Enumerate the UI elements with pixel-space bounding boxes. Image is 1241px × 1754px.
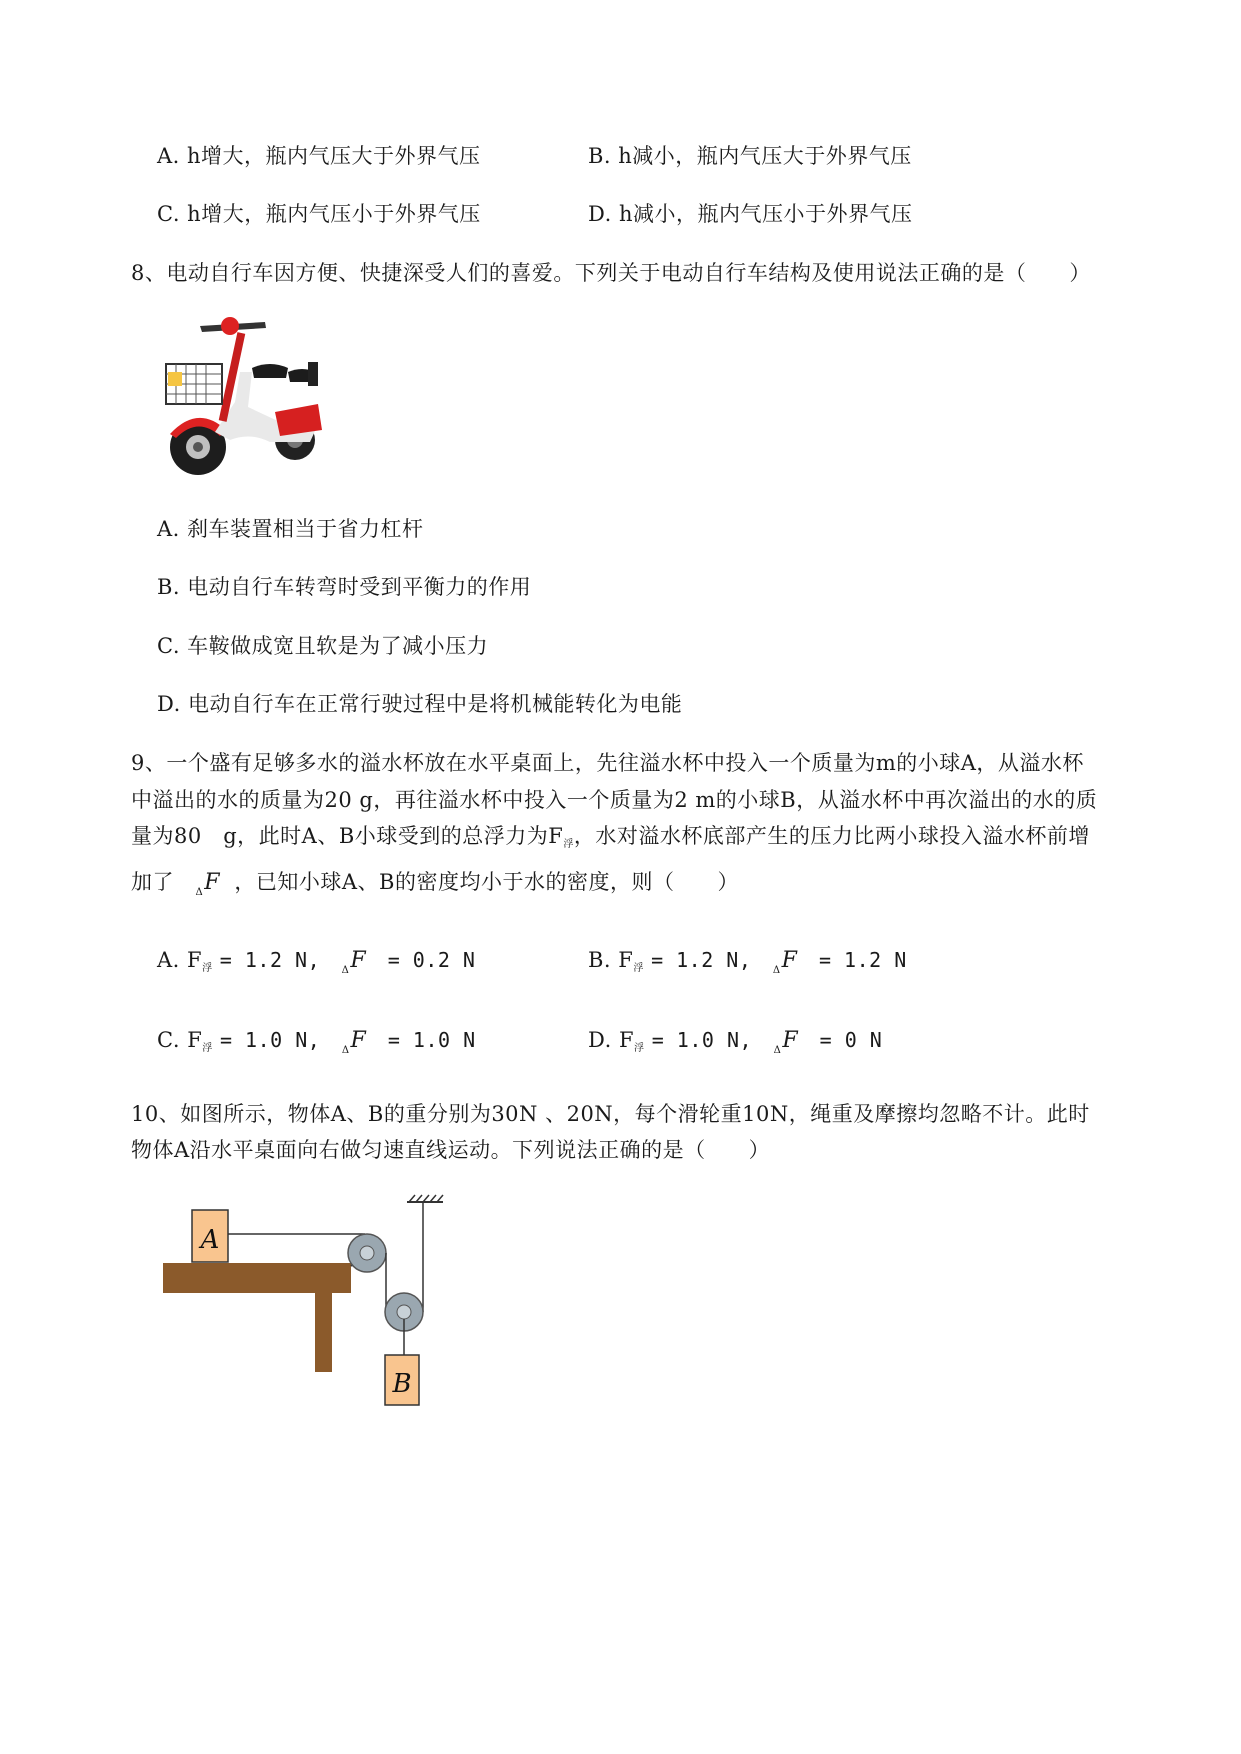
block-a-label: A: [200, 1225, 220, 1255]
q10-stem-line1: 10、如图所示，物体A、B的重分别为30N 、20N，每个滑轮重10N，绳重及摩擦均忽略不计。此时: [131, 1102, 1090, 1126]
e-bike-image: [160, 312, 335, 482]
q9-option-c: C. $F_浮 = 1.0$ N, $_\Delta$F = 1.0 N: [157, 1028, 476, 1056]
q9-stem-line3: 量为80 g，此时A、B小球受到的总浮力为$F_浮$，水对溢水杯底部产生的压力比两小球投入溢水杯前增: [131, 824, 1090, 850]
q9-option-b: B. $F_浮 = 1.2$ N, $_\Delta$F = 1.2 N: [588, 948, 907, 976]
table-top: [163, 1263, 351, 1293]
table-leg: [315, 1290, 332, 1372]
q10-stem-line2: 物体A沿水平桌面向右做匀速直线运动。下列说法正确的是（ ）: [131, 1138, 771, 1162]
q7-option-b: B. h减小，瓶内气压大于外界气压: [588, 144, 912, 168]
q8-option-a: A. 刹车装置相当于省力杠杆: [157, 517, 424, 541]
pulley-diagram: [155, 1190, 455, 1415]
q9-option-a: A. $F_浮 = 1.2$ N, $_\Delta$F = 0.2 N: [157, 948, 476, 976]
q9-stem-line4: 加了 $_\Delta$F ，已知小球A、B的密度均小于水的密度，则（ ）: [131, 870, 739, 898]
q8-stem: 8、电动自行车因方便、快捷深受人们的喜爱。下列关于电动自行车结构及使用说法正确的是（ ）: [131, 261, 1091, 285]
q9-stem-line2: 中溢出的水的质量为20 g，再往溢水杯中投入一个质量为2 m的小球B，从溢水杯中再次溢出的水的质: [131, 788, 1098, 812]
q9-option-d: D. $F_浮 = 1.0$ N, $_\Delta$F = 0 N: [588, 1028, 883, 1056]
q7-option-c: C. h增大，瓶内气压小于外界气压: [157, 202, 481, 226]
q8-option-c: C. 车鞍做成宽且软是为了减小压力: [157, 634, 489, 658]
q8-option-b: B. 电动自行车转弯时受到平衡力的作用: [157, 575, 532, 599]
q8-option-d: D. 电动自行车在正常行驶过程中是将机械能转化为电能: [157, 692, 683, 716]
q7-option-d: D. h减小，瓶内气压小于外界气压: [588, 202, 913, 226]
q9-stem-line1: 9、一个盛有足够多水的溢水杯放在水平桌面上，先往溢水杯中投入一个质量为m的小球A，从溢水杯: [131, 751, 1084, 775]
q7-option-a: A. h增大，瓶内气压大于外界气压: [157, 144, 481, 168]
block-b-label: B: [392, 1369, 412, 1399]
